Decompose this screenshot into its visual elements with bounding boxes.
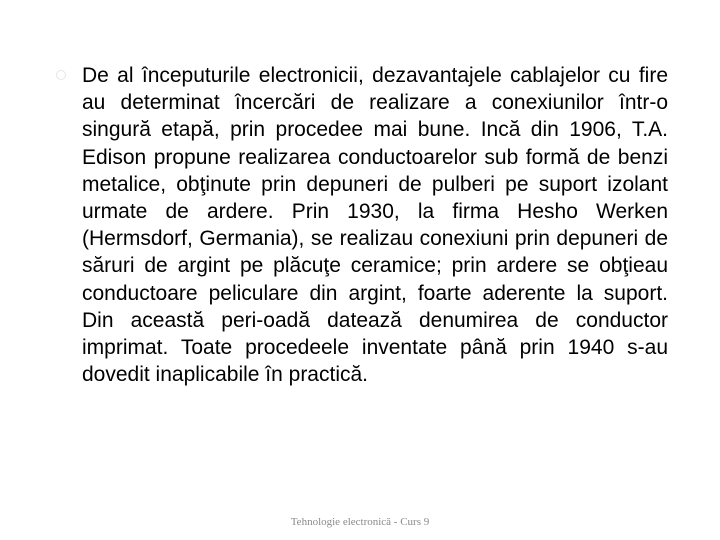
slide-footer: Tehnologie electronică - Curs 9 — [290, 516, 430, 528]
bullet-paragraph: De al începuturile electronicii, dezavantajele cablajelor cu fire au determinat încercări de realizare a conexiunilor într-o singură etapă, prin procedee mai bune. Incă din 1906, T.A. Edison propune realizarea conductoarelor sub formă de benzi metalice, obţinute prin depuneri de pulberi pe suport izolant urmate de ardere. Prin 1930, la firma Hesho Werken (Hermsdorf, Germania), se realizau conexiuni prin depuneri de săruri de argint pe plăcuţe ceramice; prin ardere se obţieau conductoare peliculare din argint, foarte aderente la suport. Din această peri-oadă datează denumirea de conductor imprimat. Toate procedeele inventate până prin 1940 s-au dovedit inaplicabile în practică. — [82, 64, 668, 387]
bullet-item — [56, 62, 668, 388]
circle-bullet-icon — [56, 70, 66, 80]
